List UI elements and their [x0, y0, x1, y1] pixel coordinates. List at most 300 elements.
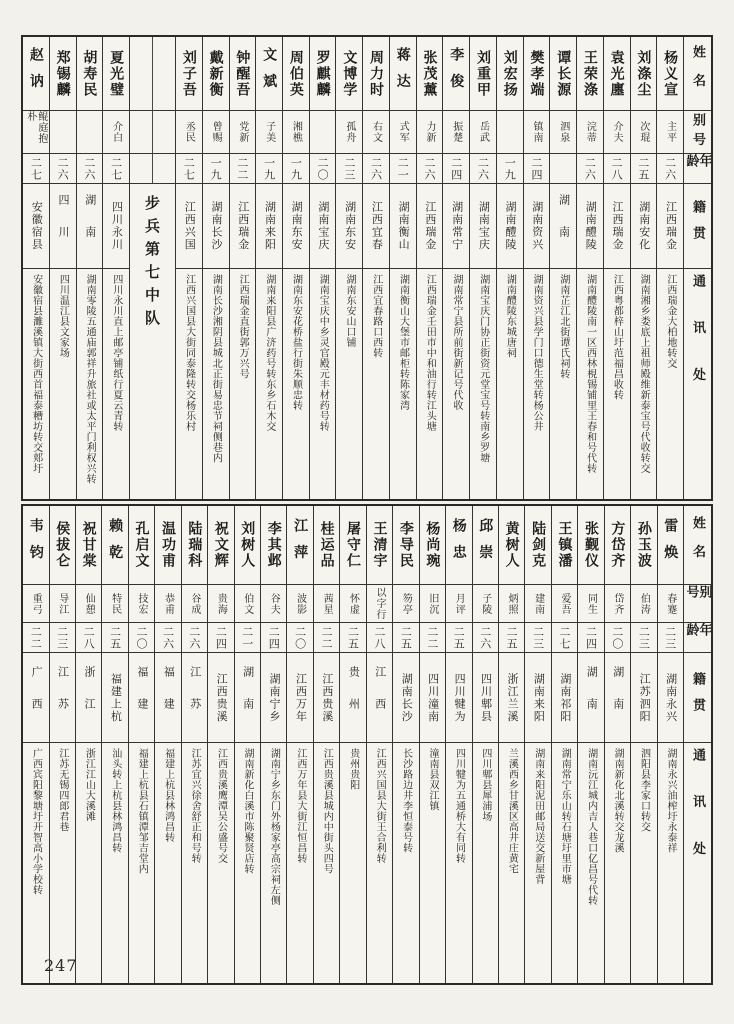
native-cell — [50, 653, 75, 743]
name-cell-text: 周力时 — [368, 49, 385, 98]
alias-cell — [446, 585, 471, 623]
age-cell — [50, 154, 76, 184]
name-cell-text: 李导民 — [397, 521, 414, 569]
native-cell — [336, 184, 362, 269]
age-cell — [261, 623, 286, 653]
alias-cell-text: 重弓 — [30, 592, 42, 615]
age-cell — [552, 623, 577, 653]
unit-divider-column — [130, 37, 176, 499]
address-cell — [363, 269, 389, 499]
age-cell — [497, 154, 523, 184]
name-cell — [287, 506, 312, 585]
alias-cell-text: 岱齐 — [611, 592, 623, 615]
name-cell-text: 夏光璧 — [108, 49, 125, 98]
address-cell-text: 湖南东安花桥盐行街朱顺忠转 — [290, 274, 302, 411]
address-cell — [390, 269, 416, 499]
name-cell — [203, 37, 229, 111]
alias-cell — [604, 111, 630, 154]
name-cell — [390, 37, 416, 111]
age-cell-text: 二四 — [214, 625, 228, 650]
person-column — [446, 506, 472, 983]
name-cell — [524, 37, 550, 111]
person-column — [129, 506, 155, 983]
age-cell-text: 二六 — [187, 625, 201, 650]
native-cell — [102, 653, 127, 743]
age-cell-text: 二三 — [531, 625, 545, 650]
row-header-name-cell — [684, 37, 711, 111]
alias-cell-text: 谷夫 — [268, 592, 280, 615]
age-cell-text: 二〇 — [610, 625, 624, 650]
person-column — [631, 37, 658, 499]
row-header-alias-label: 别号 — [690, 112, 705, 152]
name-cell — [230, 37, 256, 111]
native-cell-text: 江西宜春 — [370, 201, 384, 251]
age-cell — [336, 154, 362, 184]
roster-table-upper — [21, 35, 713, 501]
age-cell — [208, 623, 233, 653]
address-cell-text: 广西宾阳黎塘圩开智高小学校转 — [30, 748, 42, 895]
native-cell-text: 湖南醴陵 — [584, 201, 598, 251]
native-cell-text: 江西瑞金 — [423, 201, 437, 251]
name-cell-text: 陆剑克 — [530, 521, 547, 569]
address-cell — [155, 743, 180, 983]
name-cell-text: 刘涤尘 — [635, 49, 652, 98]
native-cell — [287, 653, 312, 743]
alias-cell — [50, 111, 76, 154]
name-cell-text: 孙玉波 — [635, 521, 652, 569]
native-cell — [310, 184, 336, 269]
age-cell — [578, 623, 603, 653]
person-column — [336, 37, 363, 499]
name-cell — [283, 37, 309, 111]
age-cell-text: 二七 — [182, 156, 196, 181]
name-cell — [605, 506, 630, 585]
address-cell-text: 湖南沅江城内吉人巷口亿昌号代转 — [585, 748, 597, 906]
alias-cell-text: 湘樵 — [290, 121, 302, 143]
name-cell — [658, 506, 683, 585]
native-cell — [256, 184, 282, 269]
native-cell-text: 浙江兰溪 — [505, 672, 519, 723]
alias-cell — [658, 585, 683, 623]
alias-cell-text: 子美 — [263, 121, 275, 143]
age-cell-text: 二六 — [476, 156, 490, 181]
alias-cell-text: 伯文 — [241, 592, 253, 615]
age-cell — [658, 623, 683, 653]
native-cell — [446, 653, 471, 743]
name-cell-text: 杨忠 — [450, 518, 467, 572]
native-cell-text: 福建 — [135, 665, 149, 730]
native-cell — [497, 184, 523, 269]
name-cell-text: 袁光廛 — [608, 49, 625, 98]
name-cell-text: 李俊 — [448, 46, 465, 101]
age-cell — [23, 623, 48, 653]
address-cell-text: 江西贵溪鹰潭吴公盛号交 — [215, 748, 227, 864]
age-cell — [77, 154, 103, 184]
alias-cell-text: 波影 — [294, 592, 306, 615]
age-cell — [314, 623, 339, 653]
alias-cell — [605, 585, 630, 623]
alias-cell — [103, 111, 129, 154]
address-cell-text: 江西兴国县大街同泰隆转交杨乐村 — [183, 274, 195, 432]
person-column — [182, 506, 208, 983]
age-cell-text: 二四 — [267, 625, 281, 650]
person-column — [499, 506, 525, 983]
native-cell — [261, 653, 286, 743]
address-cell — [550, 269, 576, 499]
address-cell — [473, 743, 498, 983]
alias-cell — [208, 585, 233, 623]
native-cell-text: 湖南来阳 — [263, 201, 277, 251]
name-cell — [103, 37, 129, 111]
address-cell — [340, 743, 365, 983]
native-cell — [103, 184, 129, 269]
alias-cell — [283, 111, 309, 154]
address-cell — [393, 743, 418, 983]
person-column — [176, 37, 203, 499]
divider-empty-cell — [130, 154, 175, 184]
native-cell — [578, 653, 603, 743]
address-cell-text: 湖南东安山口铺 — [344, 274, 356, 348]
native-cell-text: 湖南 — [611, 665, 625, 730]
name-cell-text: 王荣涤 — [581, 49, 598, 98]
native-cell — [208, 653, 233, 743]
name-cell — [443, 37, 469, 111]
alias-cell — [155, 585, 180, 623]
alias-cell — [50, 585, 75, 623]
name-cell-text: 郑锡麟 — [54, 49, 71, 98]
age-cell-text: 二六 — [56, 156, 70, 181]
name-cell — [497, 37, 523, 111]
row-header-address-label: 通讯处 — [690, 748, 705, 889]
age-cell-text: 二六 — [369, 156, 383, 181]
alias-cell — [129, 585, 154, 623]
alias-cell — [310, 111, 336, 154]
alias-cell — [23, 111, 49, 154]
age-cell-text: 二一 — [240, 625, 254, 650]
alias-cell — [499, 585, 524, 623]
alias-cell-text: 曾赐 — [210, 121, 222, 143]
name-cell — [129, 506, 154, 585]
age-cell — [524, 154, 550, 184]
address-cell — [631, 743, 656, 983]
age-cell — [499, 623, 524, 653]
native-cell — [604, 184, 630, 269]
native-cell — [657, 184, 683, 269]
age-cell — [577, 154, 603, 184]
native-cell — [499, 653, 524, 743]
alias-cell — [182, 585, 207, 623]
address-cell — [578, 743, 603, 983]
age-cell — [473, 623, 498, 653]
address-cell — [420, 743, 445, 983]
alias-cell — [631, 111, 657, 154]
name-cell-text: 刘子吾 — [180, 49, 197, 98]
native-cell-text: 湖南宝庆 — [316, 201, 330, 251]
alias-cell-text: 技宏 — [136, 592, 148, 615]
native-cell — [577, 184, 603, 269]
row-header-column — [684, 37, 711, 499]
person-column — [393, 506, 419, 983]
native-cell — [77, 184, 103, 269]
name-cell — [314, 506, 339, 585]
age-cell-text: 二二 — [320, 625, 334, 650]
age-cell — [129, 623, 154, 653]
native-cell-text: 福建 — [162, 665, 176, 730]
native-cell — [203, 184, 229, 269]
name-cell — [261, 506, 286, 585]
address-cell — [76, 743, 101, 983]
age-cell — [103, 154, 129, 184]
address-cell-text: 四川犍为五通桥大有同转 — [453, 748, 465, 864]
name-cell-text: 方岱齐 — [609, 521, 626, 569]
address-cell — [604, 269, 630, 499]
alias-cell — [657, 111, 683, 154]
age-cell-text: 二五 — [346, 625, 360, 650]
address-cell — [314, 743, 339, 983]
alias-cell — [256, 111, 282, 154]
name-cell — [420, 506, 445, 585]
name-cell — [578, 506, 603, 585]
name-cell-text: 陆瑞科 — [186, 521, 203, 569]
native-cell-text: 江西兴国 — [183, 201, 197, 251]
address-cell — [577, 269, 603, 499]
address-cell — [497, 269, 523, 499]
age-cell-text: 二六 — [478, 625, 492, 650]
native-cell — [470, 184, 496, 269]
address-cell-text: 湖南醴陵东城唐祠 — [504, 274, 516, 358]
divider-inner-line — [152, 154, 153, 183]
native-cell-text: 湖南永兴 — [664, 672, 678, 723]
alias-cell-text: 伯涛 — [638, 592, 650, 615]
address-cell-text: 湖南宝庆中乡灵官殿元丰材药号转 — [317, 274, 329, 432]
native-cell — [176, 184, 202, 269]
name-cell-text: 王清宇 — [371, 521, 388, 569]
address-cell-text: 湖南资兴县学门口德生堂转杨公井 — [531, 274, 543, 432]
name-cell — [155, 506, 180, 585]
name-cell-text: 王镇潘 — [556, 521, 573, 569]
person-column — [102, 506, 128, 983]
native-cell-text: 四川犍为 — [453, 672, 467, 723]
age-cell — [176, 154, 202, 184]
age-cell — [605, 623, 630, 653]
age-cell-text: 二六 — [82, 156, 96, 181]
alias-cell-text: 谷成 — [188, 592, 200, 615]
age-cell — [657, 154, 683, 184]
address-cell-text: 湖南芷江北街谭氏祠转 — [557, 274, 569, 379]
name-cell — [363, 37, 389, 111]
native-cell — [367, 653, 392, 743]
name-cell — [417, 37, 443, 111]
address-cell-text: 湖南新化北溪转交龙溪 — [612, 748, 624, 853]
native-cell-text: 湖南宁乡 — [268, 672, 282, 723]
age-cell — [446, 623, 471, 653]
age-cell — [256, 154, 282, 184]
native-cell-text: 湖南衡山 — [397, 201, 411, 251]
native-cell — [230, 184, 256, 269]
age-cell — [367, 623, 392, 653]
native-cell — [76, 653, 101, 743]
native-cell-text: 湖南祁阳 — [558, 672, 572, 723]
person-column — [550, 37, 577, 499]
name-cell — [446, 506, 471, 585]
address-cell-text: 四川郫县犀浦场 — [479, 748, 491, 822]
address-cell — [23, 269, 49, 499]
name-cell — [23, 37, 49, 111]
name-cell-text: 刘宏扬 — [501, 49, 518, 98]
alias-cell-text: 建南 — [532, 592, 544, 615]
native-cell-text: 安徽宿县 — [30, 201, 44, 251]
address-cell-text: 江西万年县大街江恒昌转 — [294, 748, 306, 864]
native-cell — [340, 653, 365, 743]
person-column — [577, 37, 604, 499]
address-cell-text: 安徽宿县濉溪镇大街西首福泰糟坊转交郏圩 — [30, 274, 42, 474]
native-cell — [182, 653, 207, 743]
native-cell — [393, 653, 418, 743]
native-cell — [658, 653, 683, 743]
row-header-alias-cell — [684, 111, 711, 154]
name-cell-text: 侯拔仑 — [54, 521, 71, 569]
age-cell — [420, 623, 445, 653]
age-cell-text: 二〇 — [135, 625, 149, 650]
name-cell — [499, 506, 524, 585]
name-cell — [208, 506, 233, 585]
age-cell-text: 二七 — [558, 625, 572, 650]
name-cell-text: 祝甘棠 — [80, 521, 97, 569]
name-cell — [76, 506, 101, 585]
age-cell — [203, 154, 229, 184]
address-cell — [552, 743, 577, 983]
address-cell — [50, 743, 75, 983]
row-header-alias-label: 别号 — [684, 585, 711, 605]
age-cell — [230, 154, 256, 184]
alias-cell — [497, 111, 523, 154]
person-column — [283, 37, 310, 499]
address-cell — [524, 269, 550, 499]
person-column — [287, 506, 313, 983]
name-cell-text: 邱崇 — [477, 518, 494, 572]
unit-divider-label: 步兵第七中队 — [143, 195, 162, 333]
row-header-native-cell — [684, 184, 711, 269]
address-cell — [470, 269, 496, 499]
name-cell-text: 李其邺 — [265, 521, 282, 569]
row-header-alias-cell — [684, 585, 711, 623]
address-cell-text: 贵州贵阳 — [347, 748, 359, 790]
native-cell-text: 江西瑞金 — [610, 201, 624, 251]
alias-cell — [363, 111, 389, 154]
age-cell-text: 一九 — [262, 156, 276, 181]
person-column — [417, 37, 444, 499]
name-cell — [552, 506, 577, 585]
name-cell-text: 周伯英 — [287, 49, 304, 98]
address-cell-text: 潼南县双江镇 — [427, 748, 439, 811]
native-cell-text: 江苏 — [56, 665, 70, 730]
native-cell-text: 湖南长沙 — [209, 201, 223, 251]
divider-empty-cell — [130, 111, 175, 154]
person-column — [524, 37, 551, 499]
native-cell — [605, 653, 630, 743]
age-cell — [23, 154, 49, 184]
alias-cell-text: 孤舟 — [343, 121, 355, 143]
alias-cell — [76, 585, 101, 623]
age-cell-text: 二八 — [82, 625, 96, 650]
native-cell-text: 湖南来阳 — [532, 672, 546, 723]
age-cell — [550, 154, 576, 184]
name-cell — [367, 506, 392, 585]
alias-cell — [420, 585, 445, 623]
address-cell — [283, 269, 309, 499]
age-cell — [443, 154, 469, 184]
alias-cell-text: 子陵 — [479, 592, 491, 615]
name-cell-text: 桂运品 — [318, 521, 335, 569]
age-cell-text: 二五 — [399, 625, 413, 650]
address-cell-text: 湖南宝庆门协正街资元堂宝号转南乡罗塘 — [477, 274, 489, 463]
age-cell-text: 二〇 — [293, 625, 307, 650]
address-cell-text: 湖南新化白溪市陈聚贤店转 — [241, 748, 253, 874]
address-cell — [182, 743, 207, 983]
age-cell-text: 二六 — [161, 625, 175, 650]
address-cell — [446, 743, 471, 983]
name-cell — [50, 37, 76, 111]
age-cell-text: 二三 — [342, 156, 356, 181]
native-cell-text: 湖南安化 — [637, 201, 651, 251]
age-cell — [340, 623, 365, 653]
address-cell-text: 江西瑞金大柏地转交 — [664, 274, 676, 369]
native-cell-text: 广西 — [30, 665, 44, 730]
person-column — [155, 506, 181, 983]
name-cell-text: 雷焕 — [662, 518, 679, 572]
name-cell-text: 杨尚琬 — [424, 521, 441, 569]
address-cell — [176, 269, 202, 499]
alias-cell — [552, 585, 577, 623]
native-cell-text: 江西贵溪 — [320, 672, 334, 723]
native-cell — [524, 184, 550, 269]
address-cell — [443, 269, 469, 499]
name-cell-text: 戴新衡 — [207, 49, 224, 98]
name-cell-text: 钟醒吾 — [234, 49, 251, 98]
age-cell — [76, 623, 101, 653]
native-cell — [155, 653, 180, 743]
person-column — [631, 506, 657, 983]
native-cell-text: 浙江 — [82, 665, 96, 730]
address-cell — [525, 743, 550, 983]
address-cell-text: 泗阳县李家口转交 — [638, 748, 650, 832]
age-cell-text: 二七 — [29, 156, 43, 181]
age-cell-text: 二六 — [423, 156, 437, 181]
divider-inner-line — [152, 37, 153, 110]
person-column — [552, 506, 578, 983]
address-cell — [102, 743, 127, 983]
alias-cell-text: 党新 — [236, 121, 248, 143]
alias-cell-text: 月评 — [453, 592, 465, 615]
alias-cell-text: 岳武 — [477, 121, 489, 143]
person-column — [363, 37, 390, 499]
address-cell — [367, 743, 392, 983]
address-cell — [287, 743, 312, 983]
person-column — [470, 37, 497, 499]
name-cell-text: 胡寿民 — [81, 49, 98, 98]
age-cell-text: 二五 — [636, 156, 650, 181]
name-cell-text: 刘重甲 — [474, 49, 491, 98]
alias-cell — [631, 585, 656, 623]
address-cell — [261, 743, 286, 983]
native-cell — [23, 653, 48, 743]
age-cell — [283, 154, 309, 184]
alias-cell-text: 右文 — [370, 121, 382, 143]
address-cell-text: 湖南来阳泥田邮局送交新屋背 — [532, 748, 544, 885]
age-cell-text: 二六 — [663, 156, 677, 181]
age-cell — [310, 154, 336, 184]
name-cell — [340, 506, 365, 585]
